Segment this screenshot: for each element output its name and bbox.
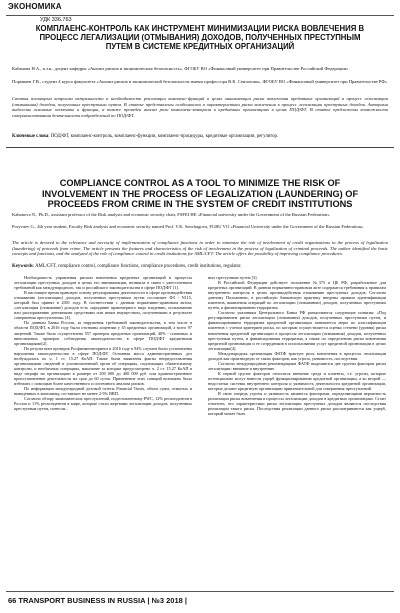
english-article-title: COMPLIANCE CONTROL AS A TOOL TO MINIMIZE THE RISK OF INVOLVEMENT IN THE PROCESS OF LEGALIZATION (LAUNDERING) OF PROCEEDS FROM CRIME IN THE SYSTEM OF CREDIT INSTITUTIONS bbox=[41, 178, 359, 209]
page-footer: 66 TRANSPORT BUSINESS IN RUSSIA | №3 2018 | bbox=[8, 596, 187, 605]
english-author-2: Poryvaev G., 4th year student, Faculty Risk analysis and economic security named Prof. V.K. Senchagova, FGBU VO «Financial University under the Government of the Russian Federation» bbox=[12, 224, 364, 229]
english-keywords-label: Keywords bbox=[12, 264, 33, 269]
russian-abstract: Статья посвящена вопросам актуальности и необходимости реализации компаенс-функций и целях минимизации риска вовлечения кредитных организаций в процесс легализации (отмывания) доходов, полученных преступным путем. В статье представлены особенности и характеристики риска вовлечения в процесс легализации преступных доходов. Авторами выделены основные элементы и функции, а также проведен анализ роли комплаенс-контроля в кредитных организациях в целях ПОД/ФТ. В статье предложены возможности совершенствования деятельности подразделений по ПОД/ФТ. bbox=[12, 96, 388, 118]
english-author-1: Kabanova N., Ph.D., assistant professor of the Risk analysis and economic security chair, FSFEI HE «Financial university under the Government of the Russian Federation» bbox=[12, 212, 330, 217]
body-paragraph: Согласно обзору экономических преступлений, подготовленному PWC, 12% респондентов в России и 11% респондентов в мире, которые стали жертвами легализации доходов, полученных преступным путем, понесли... bbox=[14, 396, 192, 412]
russian-keywords-label: Ключевые слова bbox=[12, 134, 49, 139]
body-paragraph: В Российской Федерации действует положение №375 п ЦБ РФ, разработанное для кредитных организаций. В данном нормативно-правовом акте содержатся требования к правилам внутреннего контроля в целях противодействия отмыванию преступных доходов. Согласно данному Положению, в российскую банковскую практику введены правила идентификации клиентов, выявления операций по легализации (отмыванию) доходов, полученных преступным путем, и финансированию терроризма. bbox=[208, 280, 386, 311]
body-column-right bbox=[208, 275, 386, 578]
header-bar bbox=[6, 3, 394, 16]
russian-keywords bbox=[12, 134, 388, 140]
body-paragraph: ных преступным путем [3]. bbox=[208, 275, 258, 280]
body-paragraph: Международная организация ФАТФ трактует риск вовлечения в процессы легализации доходов как производную от таких факторов, как угроза, уязвимость, последствия. bbox=[208, 350, 386, 361]
russian-article-title: КОМПЛАЕНС-КОНТРОЛЬ КАК ИНСТРУМЕНТ МИНИМИЗАЦИИ РИСКА ВОВЛЕЧЕНИЯ В ПРОЦЕСС ЛЕГАЛИЗАЦИИ (ОТМЫВАНИЯ) ДОХОДОВ, ПОЛУЧЕННЫХ ПРЕСТУПНЫМ ПУТЕМ В СИСТЕМЕ КРЕДИТНЫХ ОРГАНИЗАЦИЙ bbox=[35, 24, 365, 51]
english-keywords bbox=[12, 264, 388, 270]
russian-author-1: Кабанова Н.А., к.т.н., доцент кафедры «Анализ рисков и экономическая безопасность», ФГОБУ ВО «Финансовый университет при Правительстве Российской Федерации» bbox=[12, 66, 349, 71]
russian-author-2: Порываев Г.В., студент 4 курса факультета «Анализ рисков и экономической безопасности имени профессора В.К. Сенчагова», ФГОБУ ВО «Финансовый университет при Правительстве РФ» bbox=[12, 79, 388, 84]
body-paragraph: По результатам проверок Росфинмониторинга в 2016 году в 94% случаев были установлены нарушения законодательства в сфере ПОД/ФТ. Основная масса административных дел возбуждалась по ч. 1 ст. 15.27 КоАП. Также были выявлены факты непредоставления организациями сведений в уполномоченный орган об операциях, подлежащих обязательному контролю, и необычных операциях, наказание за которые предусмотрено ч. 2 ст. 15.27 КоАП в виде штрафа на организацию в размере от 200 000 до 400 000 руб. или административное приостановление деятельности на срок до 60 суток. Применение этих санкций возможно было избежать с помощью более качественного и системного анализа рисков. bbox=[14, 345, 192, 386]
body-paragraph: К первой группе факторов относятся внешние среда и клиенты, т.е. угрозы, которые потенциально могут нанести ущерб функционированию кредитной организации, а ко второй — недостатки системы внутреннего контроля и уязвимость деятельности кредитной организации, которые делают кредитную организацию привлекательной для совершения преступлений. bbox=[208, 370, 386, 392]
body-column-left bbox=[14, 275, 192, 578]
body-paragraph: По информации международной деловой газеты Financial Times, объем сумм, отмытых и выведенных в экономику, составляет не менее 2-5% ВВП. bbox=[14, 386, 192, 397]
section-title: ЭКОНОМИКА bbox=[8, 2, 62, 11]
english-keywords-text: : AML/CFT, compliance control, compliance functions, compliance procedures, credit institutions, regulator. bbox=[32, 264, 242, 269]
footer-divider bbox=[6, 591, 394, 592]
body-paragraph: Согласно международным рекомендациям ФАТФ выделяются две группы факторов риска легализации: внешние и внутренние. bbox=[208, 360, 386, 371]
body-paragraph: По данным Банка России, за нарушения требований законодательства, в том числе в области ПОД/ФТ, в 2016 году были отозваны лицензии у 35 кредитных организаций, а всего 97 лицензий. Также было осуществлено 557 проверок кредитных организаций, 40% - плановых и внеплановых проверок соблюдения законодательства в сфере ПОД/ФТ кредитными организациями[2]. bbox=[14, 320, 192, 346]
divider bbox=[6, 147, 394, 148]
english-abstract: The article is devoted to the relevance and necessity of implementation of compliance functions in order to minimize the risk of involvement of credit organizations in the process of legalization (laundering) of proceeds from crime. The article presents the features and characteristics of the risk of involvement in the process of legalization of criminal proceeds. The author identified the basic concepts and functions, and the analyzed of the role of compliance control in credit institutions for AML/CFT. The article offers the possibility of improving compliance procedures. bbox=[12, 240, 388, 257]
udc-code: УДК 336.763 bbox=[40, 17, 72, 23]
body-paragraph: В свою очередь угрозы и уязвимость являются факторами, определяющими вероятность реализации риска вовлечения в процессы легализации доходов в кредитных организациях. Стоит отметить, что характеристики риска легализации преступных доходов являются последствия реализации такого риска. Последствия реализации данного риска рассматриваются как ущерб, который может быть bbox=[208, 391, 386, 417]
body-paragraph: Согласно указаниям Центрального Банка РФ разъясняются следующие понятия: «Под регулированием риска легализации (отмывания) доходов, полученных преступным путем, и финансированием терроризма кредитной организации понимается меры по классификации клиентов с учетом критериев риска, по которым осуществляется оценка степени (уровня) риска вовлечения кредитной организации в процессы легализации (отмывания) доходов, полученных преступным путем, и финансирования терроризма, а также по определению риска вовлечения кредитной организации и ее сотрудников в использовании услуг кредитной организации в целях легализации[4]. bbox=[208, 310, 386, 351]
body-paragraph: В настоящее время правовую основу регулирования деятельности в сфере противодействия отмыванию (легализации) доходов, полученных преступным путем составляет ФЗ - N115, который был принят в 2001 году. В соответствии с данным нормативно-правовым актом, «легализация (отмывание) доходов есть «придание правомерного вида владению, пользованию или распоряжению денежными средствами или иным имуществом, полученными в результате совершения преступления» [4]. bbox=[14, 290, 192, 321]
russian-keywords-text: : ПОД/ФТ, комплаенс-контроль, комплаенс-функции, комплаенс-процедуры, кредитные организации, регулятор. bbox=[48, 134, 279, 139]
body-paragraph: Необходимость управления риском вовлечения кредитных организаций в процессы легализации преступных доходов в целях его минимизации, возникла в связи с ужесточением требований как международного, так и российского законодательства в сфере ПОД/ФТ [1]. bbox=[14, 275, 192, 291]
